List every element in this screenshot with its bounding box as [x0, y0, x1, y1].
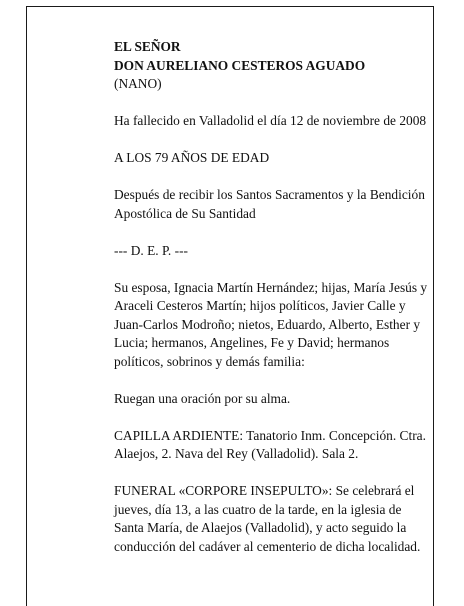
family-paragraph: Su esposa, Ignacia Martín Hernández; hijas, María Jesús y Araceli Cesteros Martín; hijos políticos, Javier Calle y Juan-Carlos Modroño; nietos, Eduardo, Alberto, Esther y Lucia; hermanos, Angelines, Fe y David; hermanos políticos, sobrinos y demás familia: [114, 279, 428, 369]
death-info: Ha fallecido en Valladolid el día 12 de noviembre de 2008 [114, 113, 427, 128]
age-line: A LOS 79 AÑOS DE EDAD [114, 150, 270, 165]
dep-line: --- D. E. P. --- [114, 242, 189, 258]
chapel-info: CAPILLA ARDIENTE: Tanatorio Inm. Concepción. Ctra. Alaejos, 2. Nava del Rey (Valladolid). Sala 2. [114, 427, 426, 461]
funeral-info: FUNERAL «CORPORE INSEPULTO»: Se celebrará el jueves, día 13, a las cuatro de la tarde, en la iglesia de Santa María, de Alaejos (Valladolid), y acto seguido la conducción del cadáver al cementerio de dicha localidad. [114, 483, 421, 554]
title-line-1: EL SEÑOR [114, 39, 181, 54]
prayer-line: Ruegan una oración por su alma. [114, 390, 291, 406]
notice-header [114, 38, 430, 94]
obituary-notice [114, 38, 430, 575]
sacraments-line: Después de recibir los Santos Sacramentos y la Bendición Apostólica de Su Santidad [114, 187, 425, 221]
deceased-name: DON AURELIANO CESTEROS AGUADO [114, 57, 366, 73]
nickname: (NANO) [114, 76, 162, 91]
